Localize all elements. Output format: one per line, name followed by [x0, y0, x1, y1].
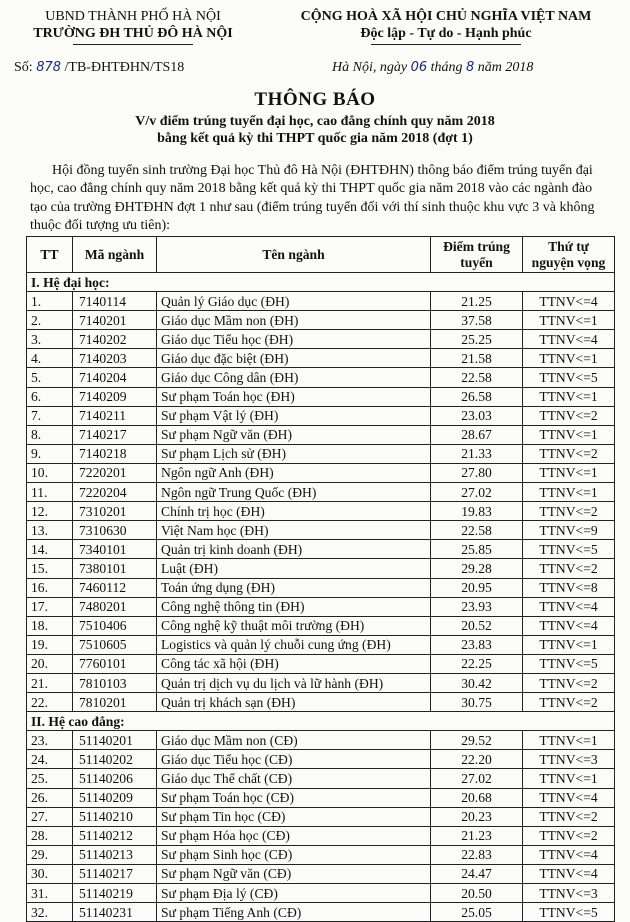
subtitle-line2: bằng kết quả kỳ thi THPT quốc gia năm 2018 (đợt 1): [157, 131, 473, 146]
table-row: [27, 578, 615, 597]
wish-priority: TTNV<=3: [523, 750, 615, 769]
admission-score: 19.83: [431, 502, 523, 521]
program-code: 7510605: [73, 635, 157, 654]
table-row: [27, 826, 615, 845]
wish-priority: TTNV<=2: [523, 559, 615, 578]
admission-score: 37.58: [431, 311, 523, 330]
program-code: 7140203: [73, 349, 157, 368]
table-row: [27, 673, 615, 692]
row-number: 20.: [27, 654, 73, 673]
wish-priority: TTNV<=2: [523, 693, 615, 712]
row-number: 5.: [27, 368, 73, 387]
program-name: Chính trị học (ĐH): [157, 502, 431, 521]
program-code: 7140211: [73, 406, 157, 425]
row-number: 7.: [27, 406, 73, 425]
table-row: [27, 769, 615, 788]
wish-priority: TTNV<=2: [523, 406, 615, 425]
wish-priority: TTNV<=4: [523, 597, 615, 616]
table-row: [27, 463, 615, 482]
admission-score: 26.58: [431, 387, 523, 406]
program-code: 51140210: [73, 807, 157, 826]
row-number: 24.: [27, 750, 73, 769]
issuer-block: [8, 8, 258, 45]
program-name: Giáo dục Tiểu học (CĐ): [157, 750, 431, 769]
section-college-label: II. Hệ cao đẳng:: [27, 712, 615, 731]
document-number: [14, 60, 184, 76]
admission-score: 21.33: [431, 444, 523, 463]
col-header-priority: Thứ tự nguyện vọng: [523, 237, 615, 273]
admission-score: 27.02: [431, 483, 523, 502]
program-name: Logistics và quản lý chuỗi cung ứng (ĐH): [157, 635, 431, 654]
national-motto: Độc lập - Tự do - Hạnh phúc: [360, 26, 532, 41]
row-number: 14.: [27, 540, 73, 559]
program-code: 51140231: [73, 903, 157, 922]
program-code: 7140218: [73, 444, 157, 463]
wish-priority: TTNV<=5: [523, 368, 615, 387]
program-code: 7480201: [73, 597, 157, 616]
row-number: 23.: [27, 731, 73, 750]
wish-priority: TTNV<=2: [523, 502, 615, 521]
program-code: 7760101: [73, 654, 157, 673]
program-code: 7340101: [73, 540, 157, 559]
program-code: 7810103: [73, 673, 157, 692]
admission-score: 23.93: [431, 597, 523, 616]
row-number: 8.: [27, 425, 73, 444]
row-number: 15.: [27, 559, 73, 578]
table-row: [27, 807, 615, 826]
program-code: 7220201: [73, 463, 157, 482]
date-place: Hà Nội, ngày: [332, 60, 408, 75]
wish-priority: TTNV<=4: [523, 845, 615, 864]
row-number: 18.: [27, 616, 73, 635]
program-name: Giáo dục Công dân (ĐH): [157, 368, 431, 387]
program-code: 7460112: [73, 578, 157, 597]
program-code: 51140219: [73, 884, 157, 903]
table-row: [27, 425, 615, 444]
issuer-line1: UBND THÀNH PHỐ HÀ NỘI: [45, 9, 221, 24]
program-name: Ngôn ngữ Trung Quốc (ĐH): [157, 483, 431, 502]
document-subtitle: [0, 113, 630, 147]
wish-priority: TTNV<=2: [523, 673, 615, 692]
issuer-divider: [73, 44, 193, 45]
col-header-name: Tên ngành: [157, 237, 431, 273]
wish-priority: TTNV<=4: [523, 864, 615, 883]
wish-priority: TTNV<=9: [523, 521, 615, 540]
table-row: [27, 635, 615, 654]
doc-number-handwritten: 878: [36, 60, 62, 75]
program-name: Việt Nam học (ĐH): [157, 521, 431, 540]
admission-score: 23.83: [431, 635, 523, 654]
wish-priority: TTNV<=1: [523, 483, 615, 502]
doc-number-prefix: Số:: [14, 60, 33, 75]
table-row: [27, 731, 615, 750]
program-code: 7140114: [73, 292, 157, 311]
program-code: 51140202: [73, 750, 157, 769]
admission-score: 20.23: [431, 807, 523, 826]
table-row: [27, 616, 615, 635]
row-number: 29.: [27, 845, 73, 864]
program-name: Sư phạm Tin học (CĐ): [157, 807, 431, 826]
table-header-row: [27, 237, 615, 273]
row-number: 11.: [27, 483, 73, 502]
program-name: Sư phạm Toán học (ĐH): [157, 387, 431, 406]
section-university: [27, 273, 615, 292]
issue-date: [332, 60, 533, 76]
program-code: 7220204: [73, 483, 157, 502]
section-college: [27, 712, 615, 731]
wish-priority: TTNV<=1: [523, 311, 615, 330]
row-number: 12.: [27, 502, 73, 521]
program-code: 7310630: [73, 521, 157, 540]
admission-score: 22.58: [431, 368, 523, 387]
row-number: 27.: [27, 807, 73, 826]
table-row: [27, 311, 615, 330]
table-row: [27, 540, 615, 559]
row-number: 17.: [27, 597, 73, 616]
row-number: 6.: [27, 387, 73, 406]
program-name: Quản trị kinh doanh (ĐH): [157, 540, 431, 559]
row-number: 32.: [27, 903, 73, 922]
admission-score-table: [26, 236, 615, 922]
table-row: [27, 654, 615, 673]
wish-priority: TTNV<=1: [523, 731, 615, 750]
program-name: Quản trị dịch vụ du lịch và lữ hành (ĐH): [157, 673, 431, 692]
program-name: Toán ứng dụng (ĐH): [157, 578, 431, 597]
wish-priority: TTNV<=1: [523, 635, 615, 654]
admission-score: 20.68: [431, 788, 523, 807]
table-row: [27, 597, 615, 616]
program-code: 7310201: [73, 502, 157, 521]
program-code: 51140217: [73, 864, 157, 883]
wish-priority: TTNV<=4: [523, 292, 615, 311]
admission-score: 22.83: [431, 845, 523, 864]
program-name: Quản trị khách sạn (ĐH): [157, 693, 431, 712]
wish-priority: TTNV<=4: [523, 330, 615, 349]
date-month: 8: [466, 60, 475, 75]
row-number: 4.: [27, 349, 73, 368]
table-row: [27, 387, 615, 406]
admission-score: 24.47: [431, 864, 523, 883]
program-name: Sư phạm Sinh học (CĐ): [157, 845, 431, 864]
table-row: [27, 750, 615, 769]
national-motto-block: [270, 8, 622, 45]
table-row: [27, 903, 615, 922]
table-row: [27, 330, 615, 349]
program-code: 7810201: [73, 693, 157, 712]
admission-score: 25.25: [431, 330, 523, 349]
admission-score: 30.42: [431, 673, 523, 692]
program-code: 7380101: [73, 559, 157, 578]
program-name: Giáo dục Thể chất (CĐ): [157, 769, 431, 788]
program-name: Giáo dục đặc biệt (ĐH): [157, 349, 431, 368]
admission-score: 22.58: [431, 521, 523, 540]
col-header-code: Mã ngành: [73, 237, 157, 273]
program-name: Giáo dục Mầm non (CĐ): [157, 731, 431, 750]
wish-priority: TTNV<=1: [523, 387, 615, 406]
program-name: Giáo dục Tiểu học (ĐH): [157, 330, 431, 349]
admission-score: 29.28: [431, 559, 523, 578]
program-name: Quản lý Giáo dục (ĐH): [157, 292, 431, 311]
row-number: 3.: [27, 330, 73, 349]
col-header-tt: TT: [27, 237, 73, 273]
wish-priority: TTNV<=1: [523, 463, 615, 482]
row-number: 22.: [27, 693, 73, 712]
row-number: 1.: [27, 292, 73, 311]
admission-score: 25.85: [431, 540, 523, 559]
row-number: 21.: [27, 673, 73, 692]
table-row: [27, 788, 615, 807]
program-name: Công nghệ thông tin (ĐH): [157, 597, 431, 616]
admission-score: 20.50: [431, 884, 523, 903]
admission-score: 21.58: [431, 349, 523, 368]
program-name: Sư phạm Toán học (CĐ): [157, 788, 431, 807]
doc-number-suffix: /TB-ĐHTĐHN/TS18: [64, 60, 185, 75]
program-code: 7140204: [73, 368, 157, 387]
wish-priority: TTNV<=4: [523, 788, 615, 807]
admission-score: 27.80: [431, 463, 523, 482]
document-title: THÔNG BÁO: [254, 89, 376, 110]
admission-score: 22.25: [431, 654, 523, 673]
row-number: 19.: [27, 635, 73, 654]
motto-divider: [371, 44, 521, 45]
program-code: 51140212: [73, 826, 157, 845]
program-code: 7510406: [73, 616, 157, 635]
program-name: Ngôn ngữ Anh (ĐH): [157, 463, 431, 482]
table-row: [27, 406, 615, 425]
table-row: [27, 444, 615, 463]
wish-priority: TTNV<=8: [523, 578, 615, 597]
wish-priority: TTNV<=1: [523, 425, 615, 444]
admission-score: 28.67: [431, 425, 523, 444]
wish-priority: TTNV<=4: [523, 616, 615, 635]
row-number: 31.: [27, 884, 73, 903]
admission-score: 22.20: [431, 750, 523, 769]
wish-priority: TTNV<=2: [523, 807, 615, 826]
date-year: năm 2018: [477, 60, 534, 75]
row-number: 10.: [27, 463, 73, 482]
program-code: 51140206: [73, 769, 157, 788]
section-university-label: I. Hệ đại học:: [27, 273, 615, 292]
table-row: [27, 864, 615, 883]
row-number: 16.: [27, 578, 73, 597]
program-code: 7140209: [73, 387, 157, 406]
table-row: [27, 502, 615, 521]
table-row: [27, 368, 615, 387]
wish-priority: TTNV<=5: [523, 540, 615, 559]
admission-score: 23.03: [431, 406, 523, 425]
date-month-label: tháng: [430, 60, 463, 75]
program-name: Sư phạm Ngữ văn (CĐ): [157, 864, 431, 883]
issuer-line2: TRƯỜNG ĐH THỦ ĐÔ HÀ NỘI: [33, 26, 233, 41]
admission-score: 25.05: [431, 903, 523, 922]
row-number: 2.: [27, 311, 73, 330]
program-name: Sư phạm Tiếng Anh (CĐ): [157, 903, 431, 922]
program-name: Sư phạm Ngữ văn (ĐH): [157, 425, 431, 444]
national-title: CỘNG HOÀ XÃ HỘI CHỦ NGHĨA VIỆT NAM: [300, 9, 592, 24]
program-code: 7140201: [73, 311, 157, 330]
admission-score: 27.02: [431, 769, 523, 788]
admission-score: 20.52: [431, 616, 523, 635]
col-header-score: Điểm trúng tuyển: [431, 237, 523, 273]
table-row: [27, 292, 615, 311]
table-row: [27, 845, 615, 864]
table-row: [27, 483, 615, 502]
table-row: [27, 693, 615, 712]
row-number: 9.: [27, 444, 73, 463]
program-name: Sư phạm Hóa học (CĐ): [157, 826, 431, 845]
row-number: 13.: [27, 521, 73, 540]
row-number: 28.: [27, 826, 73, 845]
table-row: [27, 884, 615, 903]
admission-score: 29.52: [431, 731, 523, 750]
wish-priority: TTNV<=2: [523, 444, 615, 463]
program-code: 51140209: [73, 788, 157, 807]
intro-paragraph: Hội đồng tuyển sinh trường Đại học Thủ đô Hà Nội (ĐHTĐHN) thông báo điểm trúng tuyển đại học, cao đẳng chính quy năm 2018 bằng kết quả kỳ thi THPT quốc gia năm 2018 vào các ngành đào tạo của trường ĐHTĐHN đợt 1 như sau (điểm trúng tuyển đối với thí sinh thuộc khu vực 3 và không thuộc đối tượng ưu tiên):: [30, 163, 595, 234]
program-code: 51140201: [73, 731, 157, 750]
row-number: 25.: [27, 769, 73, 788]
admission-score: 21.25: [431, 292, 523, 311]
date-day: 06: [410, 60, 428, 75]
program-name: Công nghệ kỹ thuật môi trường (ĐH): [157, 616, 431, 635]
admission-score: 21.23: [431, 826, 523, 845]
subtitle-line1: V/v điểm trúng tuyển đại học, cao đẳng chính quy năm 2018: [135, 114, 495, 129]
program-code: 51140213: [73, 845, 157, 864]
wish-priority: TTNV<=5: [523, 654, 615, 673]
table-row: [27, 559, 615, 578]
program-name: Giáo dục Mầm non (ĐH): [157, 311, 431, 330]
wish-priority: TTNV<=1: [523, 769, 615, 788]
program-name: Sư phạm Lịch sử (ĐH): [157, 444, 431, 463]
row-number: 26.: [27, 788, 73, 807]
program-name: Sư phạm Địa lý (CĐ): [157, 884, 431, 903]
wish-priority: TTNV<=3: [523, 884, 615, 903]
program-name: Luật (ĐH): [157, 559, 431, 578]
wish-priority: TTNV<=1: [523, 349, 615, 368]
program-code: 7140202: [73, 330, 157, 349]
table-row: [27, 521, 615, 540]
program-code: 7140217: [73, 425, 157, 444]
program-name: Sư phạm Vật lý (ĐH): [157, 406, 431, 425]
admission-score: 30.75: [431, 693, 523, 712]
wish-priority: TTNV<=2: [523, 826, 615, 845]
admission-score: 20.95: [431, 578, 523, 597]
table-row: [27, 349, 615, 368]
row-number: 30.: [27, 864, 73, 883]
program-name: Công tác xã hội (ĐH): [157, 654, 431, 673]
wish-priority: TTNV<=5: [523, 903, 615, 922]
